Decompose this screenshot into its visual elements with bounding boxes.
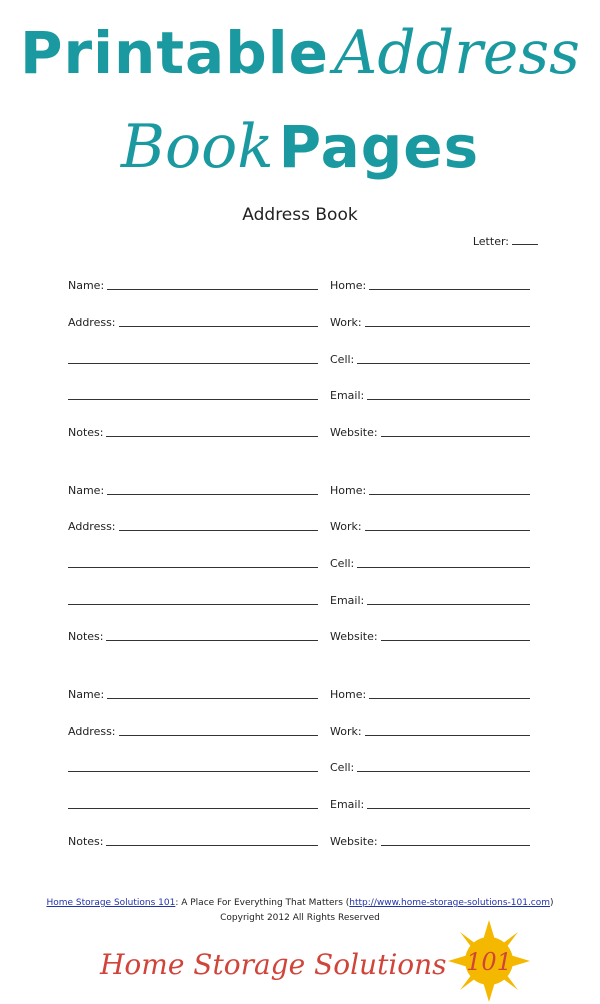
email-label: Email:: [330, 389, 365, 402]
blank-line: [68, 362, 318, 364]
home-label: Home:: [330, 279, 367, 292]
cell-label: Cell:: [330, 761, 355, 774]
website-label: Website:: [330, 630, 378, 643]
entry-2-address-field: [68, 517, 318, 533]
brand-logo-text: Home Storage Solutions: [100, 948, 447, 981]
email-line: [367, 603, 530, 605]
sun-logo-icon: [446, 918, 532, 1004]
site-link[interactable]: Home Storage Solutions 101: [46, 898, 176, 908]
name-label: Name:: [68, 688, 105, 701]
notes-line: [106, 639, 318, 641]
website-label: Website:: [330, 426, 378, 439]
website-label: Website:: [330, 835, 378, 848]
blank-line: [68, 566, 318, 568]
address-label: Address:: [68, 520, 116, 533]
entry-1-email-field: [330, 386, 530, 402]
entry-2-notes-field: [68, 627, 318, 643]
work-line: [365, 325, 530, 327]
entry-1-address-line-3: [68, 386, 318, 402]
entry-2-email-field: [330, 591, 530, 607]
letter-label: Letter:: [472, 235, 509, 248]
work-line: [365, 529, 530, 531]
entry-1-home-field: [330, 276, 530, 292]
home-label: Home:: [330, 688, 367, 701]
work-label: Work:: [330, 316, 362, 329]
letter-line: [512, 234, 538, 245]
entry-2-work-field: [330, 517, 530, 533]
address-label: Address:: [68, 316, 116, 329]
address-line: [119, 325, 318, 327]
cell-line: [357, 566, 530, 568]
tagline-end: ): [550, 898, 554, 908]
entry-3-email-field: [330, 795, 530, 811]
address-line: [119, 734, 318, 736]
entry-3-home-field: [330, 685, 530, 701]
email-label: Email:: [330, 594, 365, 607]
entry-3-notes-field: [68, 832, 318, 848]
footer-credit: [0, 898, 600, 908]
entry-3-work-field: [330, 722, 530, 738]
entry-2-address-line-2: [68, 554, 318, 570]
entry-3-name-field: [68, 685, 318, 701]
blank-line: [68, 770, 318, 772]
notes-label: Notes:: [68, 426, 104, 439]
work-line: [365, 734, 530, 736]
entry-1-name-field: [68, 276, 318, 292]
letter-field: [473, 234, 538, 248]
email-label: Email:: [330, 798, 365, 811]
entry-2-name-field: [68, 481, 318, 497]
title-pages: Pages: [278, 113, 480, 181]
blank-line: [68, 398, 318, 400]
entry-2-cell-field: [330, 554, 530, 570]
email-line: [367, 398, 530, 400]
home-label: Home:: [330, 484, 367, 497]
home-line: [369, 697, 530, 699]
title-book: Book: [120, 112, 274, 182]
cell-label: Cell:: [330, 557, 355, 570]
notes-label: Notes:: [68, 835, 104, 848]
brand-number: 101: [466, 948, 512, 976]
website-line: [381, 844, 530, 846]
title-address: Address: [334, 18, 580, 88]
notes-line: [106, 435, 318, 437]
blank-line: [68, 603, 318, 605]
home-line: [369, 288, 530, 290]
website-line: [381, 639, 530, 641]
notes-line: [106, 844, 318, 846]
entry-1-website-field: [330, 423, 530, 439]
entry-3-address-field: [68, 722, 318, 738]
entry-1-notes-field: [68, 423, 318, 439]
name-line: [107, 288, 318, 290]
site-url-link[interactable]: http://www.home-storage-solutions-101.com: [349, 898, 551, 908]
entry-2-address-line-3: [68, 591, 318, 607]
title-printable: Printable: [20, 19, 329, 87]
name-line: [107, 697, 318, 699]
name-label: Name:: [68, 484, 105, 497]
cell-line: [357, 362, 530, 364]
website-line: [381, 435, 530, 437]
entry-3-cell-field: [330, 758, 530, 774]
cell-label: Cell:: [330, 353, 355, 366]
page-title-line-2: [0, 112, 600, 192]
cell-line: [357, 770, 530, 772]
name-line: [107, 493, 318, 495]
page-title-line-1: [0, 18, 600, 88]
document-title: Address Book: [242, 205, 358, 225]
entry-2-website-field: [330, 627, 530, 643]
work-label: Work:: [330, 520, 362, 533]
entry-1-address-line-2: [68, 350, 318, 366]
name-label: Name:: [68, 279, 105, 292]
blank-line: [68, 807, 318, 809]
tagline: : A Place For Everything That Matters (: [175, 898, 350, 908]
entry-1-work-field: [330, 313, 530, 329]
address-label: Address:: [68, 725, 116, 738]
notes-label: Notes:: [68, 630, 104, 643]
entry-3-address-line-3: [68, 795, 318, 811]
address-line: [119, 529, 318, 531]
entry-2-home-field: [330, 481, 530, 497]
entry-3-website-field: [330, 832, 530, 848]
entry-3-address-line-2: [68, 758, 318, 774]
copyright: Copyright 2012 All Rights Reserved: [220, 913, 380, 923]
email-line: [367, 807, 530, 809]
home-line: [369, 493, 530, 495]
work-label: Work:: [330, 725, 362, 738]
entry-1-cell-field: [330, 350, 530, 366]
entry-1-address-field: [68, 313, 318, 329]
